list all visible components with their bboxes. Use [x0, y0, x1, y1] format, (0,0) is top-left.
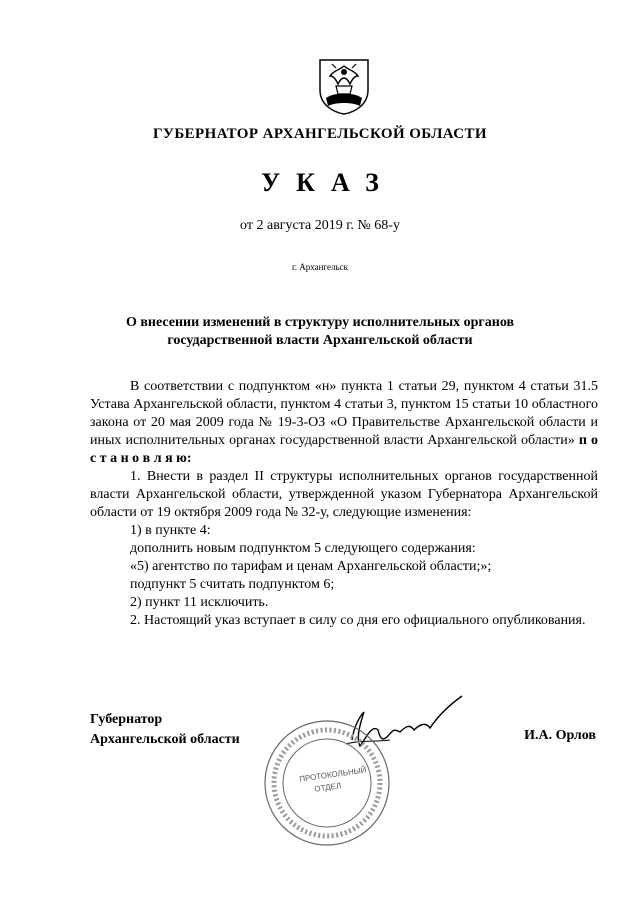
stamp-center-text: ПРОТОКОЛЬНЫЙ ОТДЕЛ	[298, 765, 368, 794]
preamble-text: В соответствии с подпунктом «н» пункта 1 статьи 29, пунктом 4 статьи 31.5 Устава Архангельской области, пунктом 4 статьи 3, пунктом 15 статьи 10 областного закона от 20 мая 2009 года № 19-3-ОЗ «О Правительстве Архангельской области и иных исполнительных органах государственной власти Архангельской области»	[90, 379, 598, 448]
subject-line-2: государственной власти Архангельской области	[167, 333, 473, 348]
signatory-title-line-2: Архангельской области	[90, 732, 240, 747]
document-type: УКАЗ	[261, 168, 395, 197]
decree-word: п о с т а н о в л я ю:	[90, 433, 598, 466]
subitem-1b: «5) агентство по тарифам и ценам Архангельской области;»;	[130, 559, 492, 574]
signatory-title	[90, 710, 240, 750]
subitem-2: 2) пункт 11 исключить.	[130, 595, 269, 610]
document-date-number: от 2 августа 2019 г. № 68-у	[240, 218, 400, 233]
subitem-1c: подпункт 5 считать подпунктом 6;	[130, 577, 335, 592]
issuing-authority: ГУБЕРНАТОР АРХАНГЕЛЬСКОЙ ОБЛАСТИ	[152, 126, 487, 142]
subitem-1a: дополнить новым подпунктом 5 следующего содержания:	[130, 541, 476, 556]
subject-line-1: О внесении изменений в структуру исполнительных органов	[125, 315, 515, 330]
paragraph-1: 1. Внести в раздел II структуры исполнительных органов государственной власти Архангельской области, утвержденной указом Губернатора Архангельской области от 19 октября 2009 года № 32-у, следующие изменения:	[90, 469, 598, 520]
paragraph-2: 2. Настоящий указ вступает в силу со дня его официального опубликования.	[130, 613, 586, 628]
place-of-issue: г. Архангельск	[292, 262, 348, 272]
official-stamp	[262, 718, 392, 848]
coat-of-arms-icon	[316, 56, 372, 116]
subitem-1: 1) в пункте 4:	[130, 523, 211, 538]
signatory-name: И.А. Орлов	[524, 728, 596, 743]
signatory-title-line-1: Губернатор	[90, 712, 163, 727]
document-body	[90, 378, 598, 630]
preamble-paragraph	[90, 378, 598, 468]
document-subject	[60, 314, 580, 350]
